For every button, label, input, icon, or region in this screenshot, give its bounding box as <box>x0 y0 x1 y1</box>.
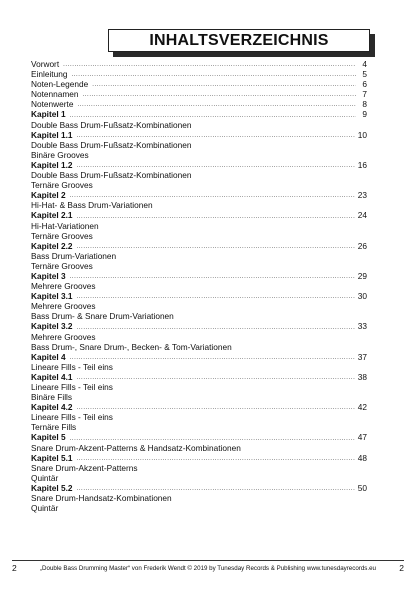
toc-leader-dots <box>77 293 355 301</box>
toc-leader-dots <box>77 374 355 382</box>
toc-entry <box>31 170 367 180</box>
footer-text: „Double Bass Drumming Master“ von Frederik Wendt © 2019 by Tunesday Records & Publishing www.tunesdayrecords.eu <box>40 564 376 572</box>
toc-chapter-heading: Kapitel 3 <box>31 270 66 281</box>
toc-page-number: 10 <box>357 129 367 140</box>
toc-entry <box>31 483 367 493</box>
toc-leader-dots <box>77 404 355 412</box>
footer-divider <box>12 560 404 561</box>
toc-page-number: 7 <box>362 89 367 100</box>
toc-leader-dots <box>77 324 355 332</box>
toc-entry-label: Mehrere Grooves <box>31 301 96 312</box>
toc-chapter-heading: Kapitel 5 <box>31 432 66 443</box>
toc-entry-label: Ternäre Grooves <box>31 230 93 241</box>
toc-entry <box>31 79 367 89</box>
toc-leader-dots <box>70 192 355 200</box>
toc-page-number: 30 <box>357 291 367 302</box>
toc-entry <box>31 392 367 402</box>
toc-entry-label: Einleitung <box>31 69 68 80</box>
toc-entry <box>31 120 367 130</box>
toc-entry <box>31 342 367 352</box>
toc-entry <box>31 402 367 412</box>
toc-entry-label: Hi-Hat- & Bass Drum-Variationen <box>31 200 153 211</box>
toc-chapter-heading: Kapitel 1 <box>31 109 66 120</box>
toc-entry <box>31 251 367 261</box>
toc-entry <box>31 281 367 291</box>
toc-entry <box>31 99 367 109</box>
toc-entry-label: Bass Drum- & Snare Drum-Variationen <box>31 311 174 322</box>
toc-leader-dots <box>83 91 356 99</box>
toc-entry-label: Ternäre Fills <box>31 422 77 433</box>
toc-chapter-heading: Kapitel 1.2 <box>31 159 73 170</box>
toc-entry-label: Snare Drum-Akzent-Patterns & Handsatz-Kombinationen <box>31 442 241 453</box>
title-banner <box>108 29 370 52</box>
toc-leader-dots <box>63 61 356 69</box>
toc-entry <box>31 301 367 311</box>
page-title: INHALTSVERZEICHNIS <box>108 29 370 52</box>
toc-entry <box>31 231 367 241</box>
toc-chapter-heading: Kapitel 3.2 <box>31 321 73 332</box>
toc-entry-label: Bass Drum-Variationen <box>31 250 117 261</box>
toc-entry <box>31 140 367 150</box>
toc-leader-dots <box>77 132 355 140</box>
toc-leader-dots <box>70 354 355 362</box>
toc-entry <box>31 109 367 119</box>
toc-entry-label: Binäre Fills <box>31 392 73 403</box>
toc-entry <box>31 453 367 463</box>
toc-page-number: 48 <box>357 452 367 463</box>
toc-entry <box>31 422 367 432</box>
toc-entry <box>31 89 367 99</box>
toc-page-number: 29 <box>357 270 367 281</box>
toc-entry-label: Hi-Hat-Variationen <box>31 220 99 231</box>
toc-entry-label: Notenwerte <box>31 99 74 110</box>
toc-leader-dots <box>71 71 356 79</box>
toc-entry-label: Noten-Legende <box>31 79 89 90</box>
toc-entry <box>31 332 367 342</box>
toc-leader-dots <box>70 273 355 281</box>
toc-chapter-heading: Kapitel 2 <box>31 190 66 201</box>
toc-entry-label: Double Bass Drum-Fußsatz-Kombinationen <box>31 119 192 130</box>
toc-entry-label: Double Bass Drum-Fußsatz-Kombinationen <box>31 170 192 181</box>
toc-entry-label: Vorwort <box>31 59 60 69</box>
toc-entry <box>31 443 367 453</box>
toc-page-number: 42 <box>357 402 367 413</box>
toc-entry <box>31 271 367 281</box>
toc-page-number: 9 <box>362 109 367 120</box>
toc-entry <box>31 210 367 220</box>
toc-entry-label: Snare Drum-Handsatz-Kombinationen <box>31 493 172 504</box>
toc-entry <box>31 412 367 422</box>
toc-page-number: 16 <box>357 159 367 170</box>
toc-chapter-heading: Kapitel 5.1 <box>31 452 73 463</box>
toc-entry-label: Lineare Fills - Teil eins <box>31 382 113 392</box>
toc-entry-label: Snare Drum-Akzent-Patterns <box>31 462 138 473</box>
toc-page-number: 24 <box>357 210 367 221</box>
toc-chapter-heading: Kapitel 4.2 <box>31 402 73 413</box>
toc-entry <box>31 69 367 79</box>
toc-entry <box>31 382 367 392</box>
toc-entry <box>31 362 367 372</box>
toc-leader-dots <box>70 112 356 120</box>
toc-entry-label: Lineare Fills - Teil eins <box>31 361 113 372</box>
toc-leader-dots <box>77 213 355 221</box>
toc-entry <box>31 261 367 271</box>
toc-chapter-heading: Kapitel 4.1 <box>31 371 73 382</box>
toc-leader-dots <box>92 81 356 89</box>
toc-entry <box>31 432 367 442</box>
toc-chapter-heading: Kapitel 1.1 <box>31 129 73 140</box>
toc-page-number: 8 <box>362 99 367 110</box>
toc-page-number: 38 <box>357 371 367 382</box>
toc-entry-label: Notennamen <box>31 89 79 100</box>
toc-entry <box>31 372 367 382</box>
footer-page-number-left: 2 <box>12 563 17 573</box>
toc-entry <box>31 463 367 473</box>
toc-entry-label: Quintär <box>31 503 59 514</box>
toc-entry <box>31 321 367 331</box>
footer-page-number-right: 2 <box>399 563 404 573</box>
toc-page-number: 33 <box>357 321 367 332</box>
toc-entry-label: Lineare Fills - Teil eins <box>31 412 113 423</box>
toc-entry-label: Mehrere Grooves <box>31 281 96 292</box>
toc-leader-dots <box>77 101 356 109</box>
toc-entry <box>31 352 367 362</box>
toc-leader-dots <box>77 162 355 170</box>
toc-entry-label: Ternäre Grooves <box>31 180 93 191</box>
toc-entry-label: Double Bass Drum-Fußsatz-Kombinationen <box>31 139 192 150</box>
toc-entry-label: Quintär <box>31 472 59 483</box>
toc-page-number: 23 <box>357 190 367 201</box>
toc-chapter-heading: Kapitel 3.1 <box>31 291 73 302</box>
toc-leader-dots <box>77 243 355 251</box>
toc-page-number: 50 <box>357 482 367 493</box>
toc-page-number: 6 <box>362 79 367 90</box>
toc-entry <box>31 241 367 251</box>
toc-chapter-heading: Kapitel 4 <box>31 351 66 362</box>
toc-entry-label: Bass Drum-, Snare Drum-, Becken- & Tom-Variationen <box>31 341 232 352</box>
toc-chapter-heading: Kapitel 2.1 <box>31 210 73 221</box>
table-of-contents <box>31 59 367 513</box>
toc-entry <box>31 160 367 170</box>
toc-entry-label: Ternäre Grooves <box>31 260 93 271</box>
toc-page-number: 37 <box>357 351 367 362</box>
toc-entry <box>31 59 367 69</box>
toc-leader-dots <box>77 485 355 493</box>
toc-page-number: 4 <box>362 59 367 69</box>
toc-chapter-heading: Kapitel 5.2 <box>31 482 73 493</box>
toc-entry <box>31 221 367 231</box>
toc-chapter-heading: Kapitel 2.2 <box>31 240 73 251</box>
toc-entry <box>31 311 367 321</box>
toc-entry <box>31 190 367 200</box>
toc-page-number: 47 <box>357 432 367 443</box>
toc-entry-label: Mehrere Grooves <box>31 331 96 342</box>
toc-entry-label: Binäre Grooves <box>31 149 89 160</box>
toc-entry <box>31 473 367 483</box>
toc-entry <box>31 503 367 513</box>
toc-entry <box>31 180 367 190</box>
toc-page-number: 26 <box>357 240 367 251</box>
page-footer <box>12 563 404 573</box>
toc-page-number: 5 <box>362 69 367 80</box>
toc-leader-dots <box>70 435 355 443</box>
toc-entry <box>31 493 367 503</box>
toc-entry <box>31 200 367 210</box>
toc-entry <box>31 130 367 140</box>
toc-entry <box>31 291 367 301</box>
toc-leader-dots <box>77 455 355 463</box>
toc-entry <box>31 150 367 160</box>
